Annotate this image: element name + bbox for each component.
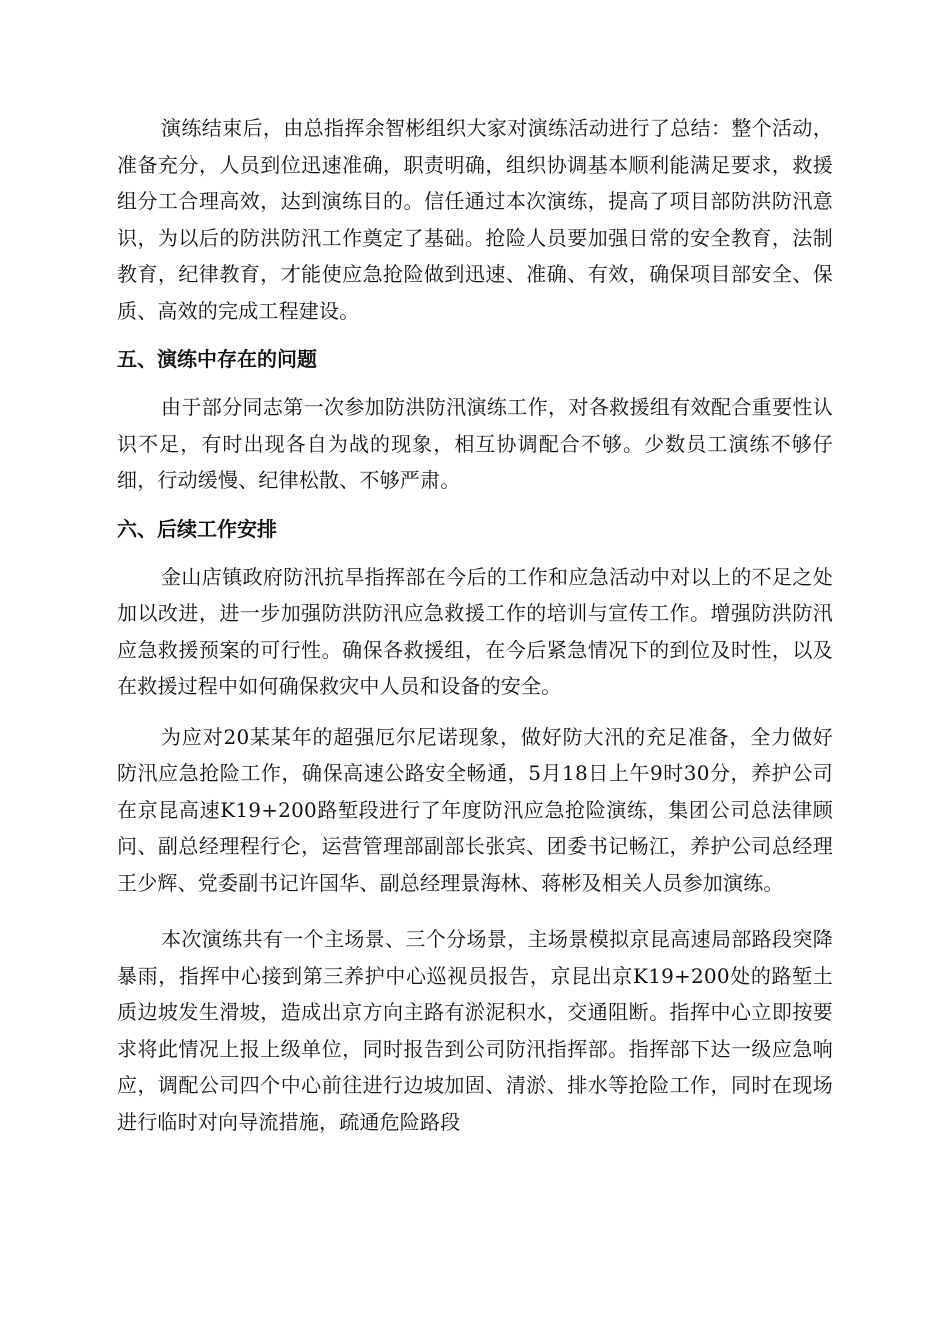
spacer (117, 499, 833, 511)
section-heading-followup: 六、后续工作安排 (117, 516, 277, 541)
paragraph-problems: 由于部分同志第一次参加防洪防汛演练工作，对各救援组有效配合重要性认识不足，有时出现各自为战的现象，相互协调配合不够。少数员工演练不够仔细，行动缓慢、纪律松散、不够严肃。 (117, 395, 833, 492)
document-page (117, 110, 833, 1140)
spacer (117, 329, 833, 341)
paragraph-drill-scenarios: 本次演练共有一个主场景、三个分场景，主场景模拟京昆高速局部路段突降暴雨，指挥中心接到第三养护中心巡视员报告，京昆出京K19+200处的路堑土质边坡发生滑坡，造成出京方向主路有淤泥积水，交通阻断。指挥中心立即按要求将此情况上报上级单位，同时报告到公司防汛指挥部。指挥部下达一级应急响应，调配公司四个中心前往进行边坡加固、清淤、排水等抢险工作，同时在现场进行临时对向导流措施，疏通危险路段 (117, 927, 833, 1134)
paragraph-drill-summary: 演练结束后，由总指挥余智彬组织大家对演练活动进行了总结：整个活动，准备充分，人员到位迅速准确，职责明确，组织协调基本顺利能满足要求，救援组分工合理高效，达到演练目的。信任通过本次演练，提高了项目部防洪防汛意识，为以后的防洪防汛工作奠定了基础。抢险人员要加强日常的安全教育，法制教育，纪律教育，才能使应急抢险做到迅速、准确、有效，确保项目部安全、保质、高效的完成工程建设。 (117, 116, 833, 323)
spacer (117, 377, 833, 389)
spacer (117, 547, 833, 559)
paragraph-followup: 金山店镇政府防汛抗旱指挥部在今后的工作和应急活动中对以上的不足之处加以改进，进一步加强防洪防汛应急救援工作的培训与宣传工作。增强防洪防汛应急救援预案的可行性。确保各救援组，在今后紧急情况下的到位及时性，以及在救援过程中如何确保救灾中人员和设备的安全。 (117, 564, 833, 698)
spacer (117, 705, 833, 719)
spacer (117, 901, 833, 921)
paragraph-drill-event: 为应对20某某年的超强厄尔尼诺现象，做好防大汛的充足准备，全力做好防汛应急抢险工作，确保高速公路安全畅通，5月18日上午9时30分，养护公司在京昆高速K19+200路堑段进行了年度防汛应急抢险演练，集团公司总法律顾问、副总经理程行仑，运营管理部副部长张宾、团委书记畅江，养护公司总经理王少辉、党委副书记许国华、副总经理景海林、蒋彬及相关人员参加演练。 (117, 724, 833, 895)
section-heading-problems: 五、演练中存在的问题 (117, 347, 317, 371)
